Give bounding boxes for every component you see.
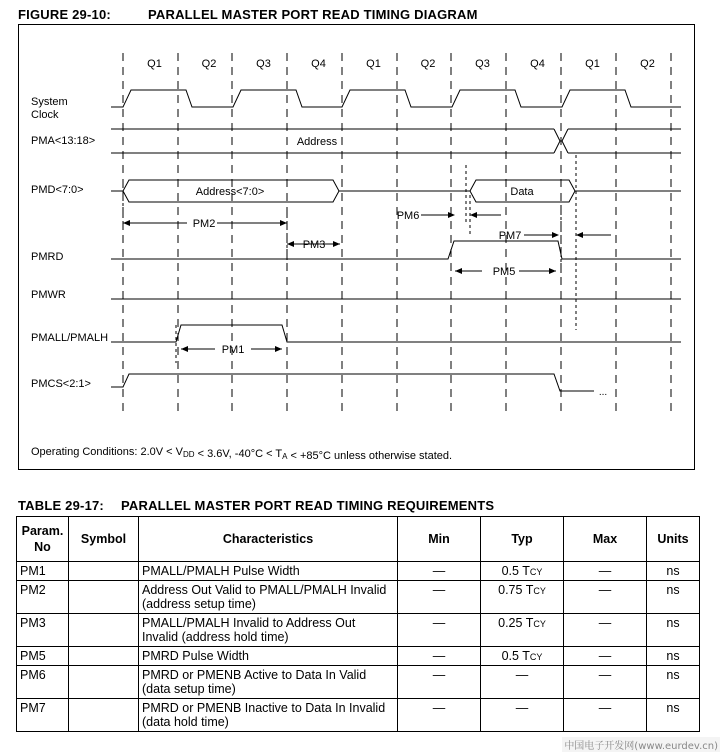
pm1-arrow-right bbox=[275, 346, 282, 352]
cell-param: PM6 bbox=[17, 666, 69, 699]
table-number: TABLE 29-17: bbox=[18, 498, 104, 513]
table-title: PARALLEL MASTER PORT READ TIMING REQUIREMENTS bbox=[121, 498, 495, 513]
table-body bbox=[17, 562, 700, 732]
cell-min: — bbox=[398, 647, 481, 666]
pm3-arrow-left bbox=[287, 241, 294, 247]
header-typ: Typ bbox=[481, 517, 564, 562]
timing-requirements-table bbox=[16, 516, 700, 732]
cell-characteristics: PMALL/PMALH Pulse Width bbox=[139, 562, 398, 581]
pm2-arrow-left bbox=[123, 220, 130, 226]
signal-label-pmwr: PMWR bbox=[31, 289, 66, 301]
cell-units: ns bbox=[647, 699, 700, 732]
pm7-label: PM7 bbox=[498, 230, 522, 242]
cell-max: — bbox=[564, 581, 647, 614]
cell-units: ns bbox=[647, 666, 700, 699]
table-row bbox=[17, 647, 700, 666]
operating-conditions: Operating Conditions: 2.0V < VDD < 3.6V, -40°C < TA < +85°C unless otherwise stated. bbox=[31, 446, 453, 462]
pm7-arrow-right bbox=[552, 232, 559, 238]
cell-characteristics: PMRD Pulse Width bbox=[139, 647, 398, 666]
timing-diagram bbox=[19, 25, 696, 471]
pm5-arrow-right bbox=[549, 268, 556, 274]
header-symbol: Symbol bbox=[69, 517, 139, 562]
quarter-label-3: Q3 bbox=[256, 58, 271, 70]
table-header bbox=[18, 498, 494, 513]
quarter-label-7: Q3 bbox=[475, 58, 490, 70]
cell-typ: 0.5 TCY bbox=[481, 562, 564, 581]
watermark: 中国电子开发网(www.eurdev.cn) bbox=[562, 737, 720, 752]
cell-units: ns bbox=[647, 614, 700, 647]
quarter-label-2: Q2 bbox=[201, 58, 217, 70]
cell-param: PM3 bbox=[17, 614, 69, 647]
cell-min: — bbox=[398, 666, 481, 699]
quarter-label-5: Q1 bbox=[366, 58, 381, 70]
cell-typ: 0.25 TCY bbox=[481, 614, 564, 647]
pm3-arrow-right bbox=[333, 241, 340, 247]
pm7-arrow-left bbox=[576, 232, 583, 238]
cell-param: PM7 bbox=[17, 699, 69, 732]
signal-label-system-clock: System bbox=[31, 96, 68, 108]
signal-label-pmcs: PMCS<2:1> bbox=[31, 378, 91, 390]
table-row bbox=[17, 581, 700, 614]
pmcs-waveform bbox=[111, 374, 594, 391]
timing-diagram-frame bbox=[18, 24, 695, 470]
cell-units: ns bbox=[647, 581, 700, 614]
pm5-arrow-left bbox=[455, 268, 462, 274]
header-max: Max bbox=[564, 517, 647, 562]
pm2-label: PM2 bbox=[192, 218, 216, 230]
cell-symbol bbox=[69, 647, 139, 666]
cell-characteristics: PMRD or PMENB Inactive to Data In Invalid (data hold time) bbox=[139, 699, 398, 732]
cell-symbol bbox=[69, 562, 139, 581]
pm1-label: PM1 bbox=[221, 344, 245, 356]
pmall-waveform bbox=[111, 325, 681, 342]
cell-characteristics: Address Out Valid to PMALL/PMALH Invalid (address setup time) bbox=[139, 581, 398, 614]
signal-label-pmd: PMD<7:0> bbox=[31, 184, 84, 196]
signal-label-pmrd: PMRD bbox=[31, 251, 64, 263]
cell-min: — bbox=[398, 562, 481, 581]
table-row bbox=[17, 699, 700, 732]
pmcs-ellipsis: ... bbox=[598, 387, 608, 398]
cell-characteristics: PMALL/PMALH Invalid to Address Out Invalid (address hold time) bbox=[139, 614, 398, 647]
cell-max: — bbox=[564, 614, 647, 647]
cell-typ: — bbox=[481, 699, 564, 732]
table-row bbox=[17, 614, 700, 647]
cell-symbol bbox=[69, 581, 139, 614]
figure-title: PARALLEL MASTER PORT READ TIMING DIAGRAM bbox=[148, 7, 478, 22]
pm6-label: PM6 bbox=[396, 210, 420, 222]
pmrd-waveform bbox=[111, 241, 681, 259]
pma-transition-right bbox=[562, 129, 568, 153]
quarter-label-4: Q4 bbox=[311, 58, 326, 70]
quarter-label-6: Q2 bbox=[420, 58, 436, 70]
cell-max: — bbox=[564, 699, 647, 732]
header-param: Param. No bbox=[17, 517, 69, 562]
pm2-arrow-right bbox=[280, 220, 287, 226]
cell-min: — bbox=[398, 614, 481, 647]
pma-address-label: Address bbox=[296, 136, 338, 148]
cell-symbol bbox=[69, 666, 139, 699]
header-min: Min bbox=[398, 517, 481, 562]
quarter-label-8: Q4 bbox=[530, 58, 545, 70]
cell-param: PM1 bbox=[17, 562, 69, 581]
cell-max: — bbox=[564, 666, 647, 699]
table-row bbox=[17, 666, 700, 699]
header-units: Units bbox=[647, 517, 700, 562]
quarter-label-1: Q1 bbox=[147, 58, 162, 70]
signal-label-system-clock-2: Clock bbox=[31, 109, 59, 121]
cell-symbol bbox=[69, 614, 139, 647]
pm6-arrow-left bbox=[470, 212, 477, 218]
cell-characteristics: PMRD or PMENB Active to Data In Valid (data setup time) bbox=[139, 666, 398, 699]
table-row bbox=[17, 562, 700, 581]
figure-header bbox=[18, 7, 478, 22]
header-characteristics: Characteristics bbox=[139, 517, 398, 562]
pma-transition-left bbox=[554, 129, 560, 153]
cell-units: ns bbox=[647, 562, 700, 581]
cell-param: PM5 bbox=[17, 647, 69, 666]
cell-typ: 0.75 TCY bbox=[481, 581, 564, 614]
pmd-address-label: Address<7:0> bbox=[195, 186, 265, 198]
cell-typ: 0.5 TCY bbox=[481, 647, 564, 666]
pm5-label: PM5 bbox=[492, 266, 516, 278]
cell-max: — bbox=[564, 647, 647, 666]
cell-typ: — bbox=[481, 666, 564, 699]
cell-min: — bbox=[398, 699, 481, 732]
signal-label-pma: PMA<13:18> bbox=[31, 135, 96, 147]
quarter-label-10: Q2 bbox=[640, 58, 655, 70]
system-clock-waveform bbox=[111, 90, 681, 107]
cell-symbol bbox=[69, 699, 139, 732]
pm3-label: PM3 bbox=[302, 239, 326, 251]
pm1-arrow-left bbox=[181, 346, 188, 352]
pmd-data-label: Data bbox=[510, 186, 534, 198]
signal-label-pmall: PMALL/PMALH bbox=[31, 332, 109, 344]
cell-units: ns bbox=[647, 647, 700, 666]
quarter-label-9: Q1 bbox=[585, 58, 600, 70]
table-header-row bbox=[17, 517, 700, 562]
figure-number: FIGURE 29-10: bbox=[18, 7, 111, 22]
cell-min: — bbox=[398, 581, 481, 614]
cell-max: — bbox=[564, 562, 647, 581]
cell-param: PM2 bbox=[17, 581, 69, 614]
